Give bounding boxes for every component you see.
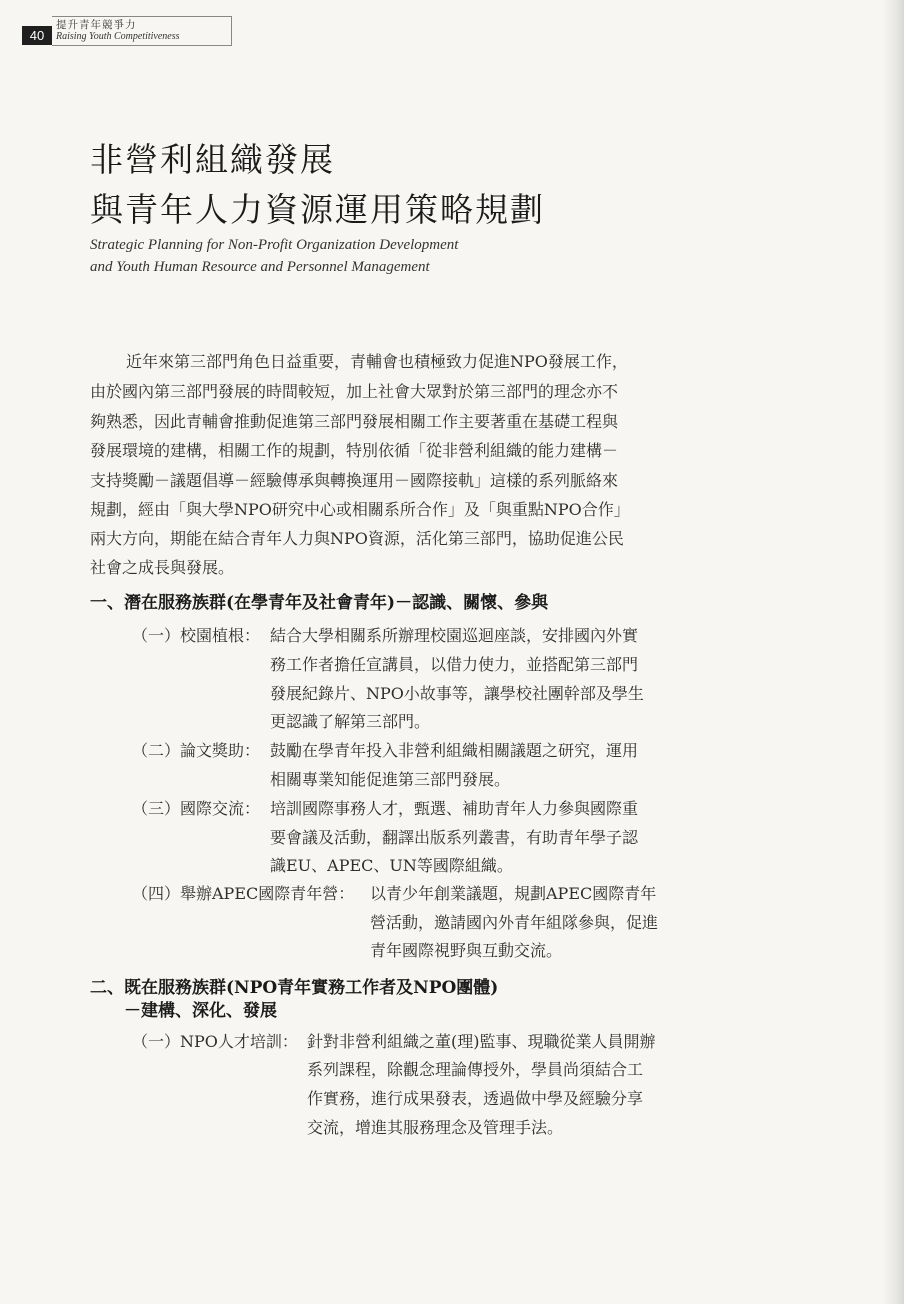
article-title-line-1: 非營利組織發展: [90, 140, 335, 179]
running-header-title-cn: 提升青年競爭力: [56, 19, 137, 31]
intro-line: 發展環境的建構，相關工作的規劃，特別依循「從非營利組織的能力建構－: [90, 441, 619, 460]
item-line: 務工作者擔任宣講員，以借力使力，並搭配第三部門: [270, 655, 639, 674]
intro-line: 由於國內第三部門發展的時間較短，加上社會大眾對於第三部門的理念亦不: [90, 382, 619, 401]
item-line: 青年國際視野與互動交流。: [370, 941, 563, 960]
section-2-heading-line-2: －建構、深化、發展: [124, 1001, 277, 1021]
intro-line: 近年來第三部門角色日益重要，青輔會也積極致力促進NPO發展工作，: [126, 352, 628, 371]
item-line: 發展紀錄片、NPO小故事等，讓學校社團幹部及學生: [270, 684, 644, 703]
article-subtitle-en-line-1: Strategic Planning for Non-Profit Organization Development: [90, 237, 459, 253]
intro-line: 夠熟悉，因此青輔會推動促進第三部門發展相關工作主要著重在基礎工程與: [90, 412, 619, 431]
item-line: 交流，增進其服務理念及管理手法。: [307, 1118, 564, 1137]
item-label: （一）校園植根：: [132, 626, 261, 645]
item-label: （四）舉辦APEC國際青年營：: [132, 884, 355, 903]
item-line: 要會議及活動，翻譯出版系列叢書，有助青年學子認: [270, 828, 639, 847]
item-line: 鼓勵在學青年投入非營利組織相關議題之研究，運用: [270, 741, 639, 760]
running-header: [22, 16, 234, 46]
item-line: 針對非營利組織之董(理)監事、現職從業人員開辦: [307, 1032, 656, 1051]
running-header-title-en: Raising Youth Competitiveness: [56, 31, 180, 42]
item-line: 結合大學相關系所辦理校園巡迴座談，安排國內外實: [270, 626, 639, 645]
intro-line: 支持獎勵－議題倡導－經驗傳承與轉換運用－國際接軌」這樣的系列脈絡來: [90, 471, 619, 490]
item-line: 作實務，進行成果發表，透過做中學及經驗分享: [307, 1089, 644, 1108]
intro-line: 規劃，經由「與大學NPO研究中心或相關系所合作」及「與重點NPO合作」: [90, 500, 630, 519]
intro-line: 社會之成長與發展。: [90, 558, 235, 577]
article-subtitle-en-line-2: and Youth Human Resource and Personnel Management: [90, 259, 430, 275]
item-line: 系列課程，除觀念理論傳授外，學員尚須結合工: [307, 1060, 644, 1079]
item-label: （三）國際交流：: [132, 799, 261, 818]
item-label: （一）NPO人才培訓：: [132, 1032, 298, 1051]
section-1-heading: 一、潛在服務族群(在學青年及社會青年)－認識、關懷、參與: [90, 593, 549, 613]
intro-line: 兩大方向，期能在結合青年人力與NPO資源，活化第三部門，協助促進公民: [90, 529, 624, 548]
page-number: 40: [22, 26, 52, 45]
item-line: 識EU、APEC、UN等國際組織。: [270, 856, 513, 875]
article-title-line-2: 與青年人力資源運用策略規劃: [90, 190, 545, 229]
item-line: 以青少年創業議題，規劃APEC國際青年: [370, 884, 657, 903]
section-2-heading-line-1: 二、既在服務族群(NPO青年實務工作者及NPO團體): [90, 978, 499, 998]
item-label: （二）論文獎助：: [132, 741, 261, 760]
item-line: 營活動，邀請國內外青年組隊參與，促進: [370, 913, 659, 932]
item-line: 培訓國際事務人才，甄選、補助青年人力參與國際重: [270, 799, 639, 818]
page-edge-shadow: [882, 0, 904, 1304]
item-line: 相關專業知能促進第三部門發展。: [270, 770, 511, 789]
item-line: 更認識了解第三部門。: [270, 712, 431, 731]
